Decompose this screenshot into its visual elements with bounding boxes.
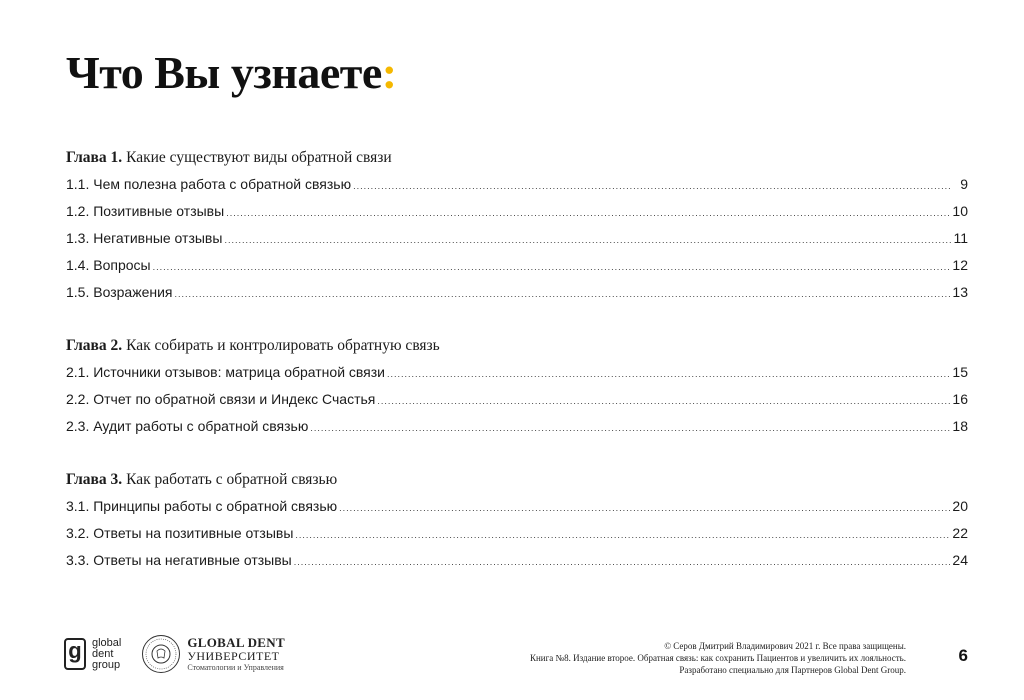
toc-entry-label: 2.2. Отчет по обратной связи и Индекс Счастья bbox=[66, 391, 376, 407]
dot-leader bbox=[339, 495, 950, 522]
chapter-label: Глава 2. bbox=[66, 337, 123, 354]
global-dent-university-logo bbox=[141, 634, 285, 674]
toc-entry-label: 1.1. Чем полезна работа с обратной связью bbox=[66, 176, 352, 192]
toc-page-number: 22 bbox=[952, 525, 968, 541]
toc-entry[interactable] bbox=[66, 198, 968, 225]
toc-page-number: 24 bbox=[952, 552, 968, 568]
section-spacer bbox=[66, 440, 968, 467]
copyright-line: © Серов Дмитрий Владимирович 2021 г. Все права защищены. bbox=[664, 641, 906, 651]
toc-entry-label: 2.3. Аудит работы с обратной связью bbox=[66, 418, 309, 434]
toc-entry-label: 1.5. Возражения bbox=[66, 284, 173, 300]
page-title bbox=[66, 46, 397, 99]
toc-page-number: 11 bbox=[953, 230, 968, 246]
chapter-2 bbox=[66, 333, 968, 440]
dot-leader bbox=[224, 227, 951, 254]
copyright-notice bbox=[530, 640, 906, 676]
chapter-1 bbox=[66, 145, 968, 306]
toc-entry[interactable] bbox=[66, 225, 968, 252]
title-accent-colon: : bbox=[381, 47, 397, 98]
chapter-heading bbox=[66, 333, 968, 359]
toc-entry-label: 2.1. Источники отзывов: матрица обратной связи bbox=[66, 364, 385, 380]
chapter-title: Как собирать и контролировать обратную связь bbox=[126, 337, 440, 354]
toc-entry[interactable] bbox=[66, 520, 968, 547]
dot-leader bbox=[174, 281, 950, 308]
toc-entry[interactable] bbox=[66, 171, 968, 198]
chapter-label: Глава 3. bbox=[66, 471, 123, 488]
dot-leader bbox=[377, 388, 950, 415]
toc-entry[interactable] bbox=[66, 279, 968, 306]
toc-entry[interactable] bbox=[66, 386, 968, 413]
dot-leader bbox=[226, 200, 950, 227]
toc-page-number: 13 bbox=[952, 284, 968, 300]
dot-leader bbox=[295, 522, 950, 549]
toc-entry[interactable] bbox=[66, 359, 968, 386]
gdu-logo-text: GLOBAL DENT УНИВЕРСИТЕТ Стоматологии и Управления bbox=[187, 634, 285, 672]
global-dent-group-logo bbox=[64, 638, 121, 671]
chapter-heading bbox=[66, 145, 968, 171]
toc-page-number: 18 bbox=[952, 418, 968, 434]
chapter-label: Глава 1. bbox=[66, 149, 123, 166]
toc-entry-label: 3.3. Ответы на негативные отзывы bbox=[66, 552, 292, 568]
toc-entry-label: 1.3. Негативные отзывы bbox=[66, 230, 223, 246]
section-spacer bbox=[66, 306, 968, 333]
dot-leader bbox=[310, 415, 950, 442]
toc-entry[interactable] bbox=[66, 493, 968, 520]
chapter-title: Какие существуют виды обратной связи bbox=[126, 149, 392, 166]
dot-leader bbox=[353, 173, 952, 200]
page-number: 6 bbox=[958, 646, 968, 665]
toc-page-number: 20 bbox=[952, 498, 968, 514]
dot-leader bbox=[294, 549, 951, 576]
toc-page-number: 10 bbox=[952, 203, 968, 219]
chapter-heading bbox=[66, 467, 968, 493]
dot-leader bbox=[153, 254, 951, 281]
chapter-title: Как работать с обратной связью bbox=[126, 471, 338, 488]
g-letter-icon: g bbox=[64, 638, 86, 670]
toc-entry-label: 3.2. Ответы на позитивные отзывы bbox=[66, 525, 294, 541]
copyright-line: Книга №8. Издание второе. Обратная связь: как сохранить Пациентов и увеличить их лояльность. bbox=[529, 653, 906, 663]
toc-entry-label: 3.1. Принципы работы с обратной связью bbox=[66, 498, 338, 514]
toc-page-number: 9 bbox=[960, 176, 968, 192]
toc-entry[interactable] bbox=[66, 252, 968, 279]
copyright-line: Разработано специально для Партнеров Global Dent Group. bbox=[679, 665, 906, 675]
table-of-contents bbox=[66, 145, 968, 574]
toc-page-number: 15 bbox=[952, 364, 968, 380]
chapter-3 bbox=[66, 467, 968, 574]
dot-leader bbox=[387, 361, 950, 388]
university-seal-icon bbox=[141, 634, 181, 674]
page-title-text: Что Вы узнаете bbox=[66, 47, 382, 98]
toc-entry-label: 1.4. Вопросы bbox=[66, 257, 151, 273]
toc-page-number: 16 bbox=[952, 391, 968, 407]
gdg-logo-text: global dent group bbox=[92, 636, 122, 671]
toc-entry[interactable] bbox=[66, 413, 968, 440]
footer-logos bbox=[64, 634, 285, 674]
toc-page-number: 12 bbox=[952, 257, 968, 273]
toc-entry-label: 1.2. Позитивные отзывы bbox=[66, 203, 225, 219]
toc-entry[interactable] bbox=[66, 547, 968, 574]
